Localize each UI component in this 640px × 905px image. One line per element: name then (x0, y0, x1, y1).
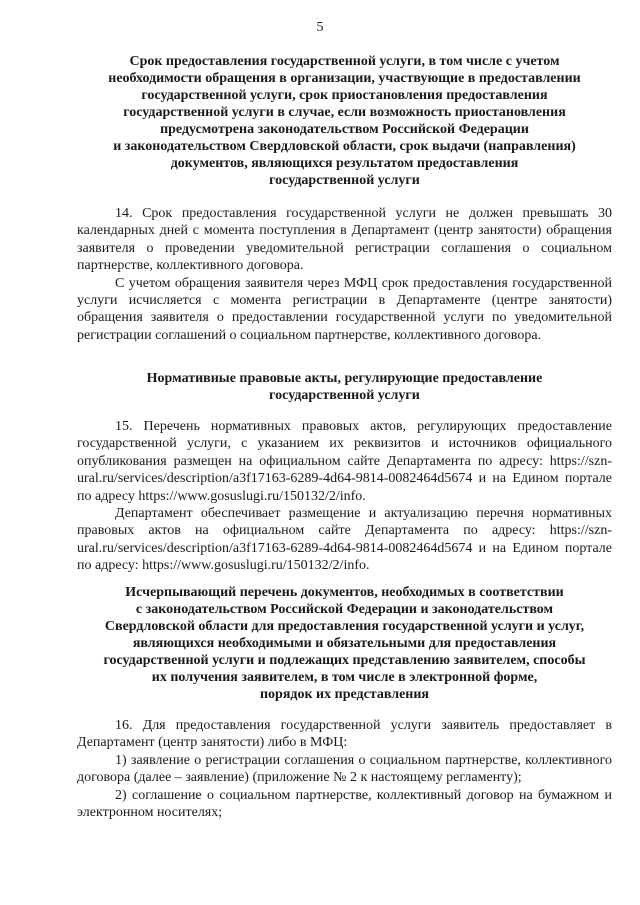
heading-line: Срок предоставления государственной услуги, в том числе с учетом (129, 54, 560, 69)
heading-line: предусмотрена законодательством Российской Федерации (160, 122, 529, 137)
section-heading-documents (77, 584, 612, 703)
heading-line: с законодательством Российской Федерации и законодательством (135, 602, 554, 617)
paragraph-15-publication: Департамент обеспечивает размещение и актуализацию перечня нормативных правовых актов на официальном сайте Департамента по адресу: https://szn-ural.ru/services/description/a3f17163-6289-4d64-9814-0082464d5674 и на Едином портале по адресу: https://www.gosuslugi.ru/150132/2/info. (77, 506, 612, 574)
heading-line: документов, являющихся результатом предоставления (170, 156, 519, 171)
paragraph-14: 14. Срок предоставления государственной услуги не должен превышать 30 календарных дней с момента поступления в Департамент (центр занятости) обращения заявителя о проведении уведомительной регистрации соглашения о социальном партнерстве, коллективного договора. (77, 206, 612, 274)
page-number: 5 (316, 20, 324, 35)
heading-line: государственной услуги (269, 173, 420, 188)
section-heading-term (77, 53, 612, 189)
section-body-documents (77, 717, 612, 821)
heading-line: государственной услуги в случае, если возможность приостановления (123, 105, 566, 120)
heading-line: порядок их представления (259, 687, 430, 702)
paragraph-15: 15. Перечень нормативных правовых актов, регулирующих предоставление государственной услуги, с указанием их реквизитов и источников официального опубликования размещен на официальном сайте Департамента по адресу: https://szn-ural.ru/services/description/a3f17163-6289-4d64-9814-0082464d5674 и на Едином портале по адресу https://www.gosuslugi.ru/150132/2/info. (77, 419, 612, 504)
heading-line: государственной услуги, срок приостановления предоставления (141, 88, 548, 103)
paragraph-14-mfc: С учетом обращения заявителя через МФЦ срок предоставления государственной услуги исчисляется с момента регистрации в Департаменте (центре занятости) обращения заявителя о предоставлении государственной услуги по уведомительной регистрации соглашений о социальном партнерстве, коллективного договора. (77, 275, 612, 343)
heading-line: Нормативные правовые акты, регулирующие предоставление (146, 371, 543, 386)
paragraph-16: 16. Для предоставления государственной услуги заявитель предоставляет в Департамент (центр занятости) либо в МФЦ: (77, 718, 612, 751)
heading-line: являющихся необходимыми и обязательными для предоставления (132, 636, 557, 651)
section-body-term (77, 205, 612, 344)
heading-line: Исчерпывающий перечень документов, необходимых в соответствии (125, 585, 564, 600)
heading-line: государственной услуги (269, 388, 420, 403)
list-item-agreement: 2) соглашение о социальном партнерстве, коллективный договор на бумажном и электронном носителях; (77, 787, 612, 821)
section-body-legal-acts (77, 418, 612, 575)
heading-line: их получения заявителем, в том числе в электронной форме, (151, 670, 538, 685)
heading-line: государственной услуги и подлежащих представлению заявителем, способы (103, 653, 586, 668)
list-item-application: 1) заявление о регистрации соглашения о социальном партнерстве, коллективного договора (далее – заявление) (приложение № 2 к настоящему регламенту); (77, 752, 612, 786)
section-heading-legal-acts (77, 370, 612, 404)
heading-line: Свердловской области для предоставления государственной услуги и услуг, (104, 619, 585, 634)
heading-line: необходимости обращения в организации, участвующие в предоставлении (108, 71, 581, 86)
heading-line: и законодательством Свердловской области, срок выдачи (направления) (113, 139, 576, 154)
